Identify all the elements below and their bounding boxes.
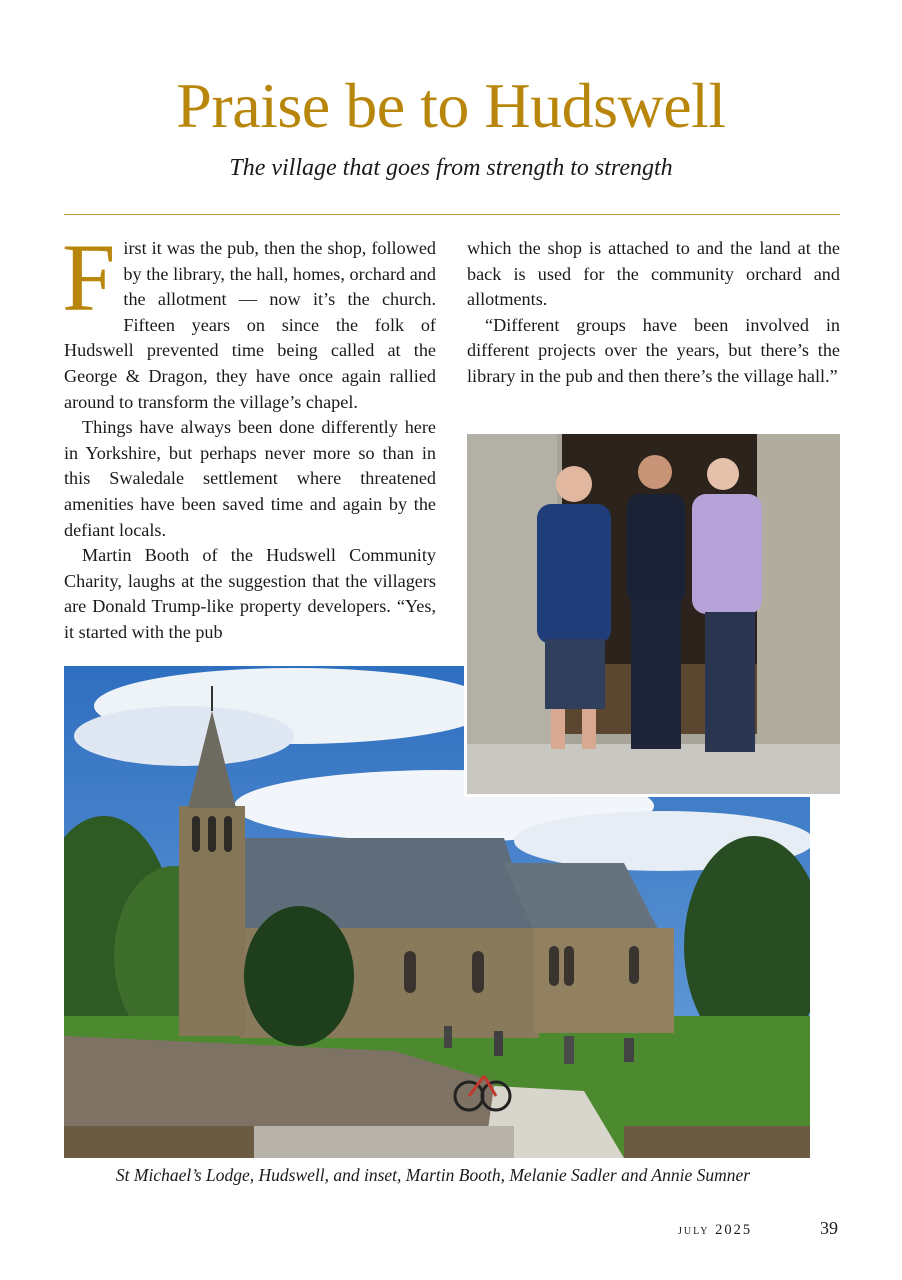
footer-date: july 2025 (678, 1222, 753, 1238)
paragraph-1-text: irst it was the pub, then the shop, followed by the library, the hall, homes, orchard and the allotment — now it’s the church. Fifteen years on since the folk of Hudswell prevented time being called at the George & Dragon, they have once again rallied around to transform the village’s chapel. (64, 238, 436, 412)
paragraph-1 (62, 224, 436, 415)
paragraph-2: Things have always been done differently here in Yorkshire, but perhaps never more so than in this Swaledale settlement where threatened amenities have been saved time and again by the defiant locals. (64, 417, 436, 540)
header-rule (64, 214, 840, 215)
page-number: 39 (820, 1218, 838, 1238)
paragraph-4: “Different groups have been involved in different projects over the years, but there’s the library in the pub and then there’s the village hall.” (467, 314, 840, 386)
photo-caption: St Michael’s Lodge, Hudswell, and inset, Martin Booth, Melanie Sadler and Annie Sumner (115, 1165, 751, 1185)
article-subtitle: The village that goes from strength to strength (229, 155, 673, 181)
inset-portrait-photo (464, 431, 842, 797)
text-column-right (467, 236, 840, 390)
paragraph-3: Martin Booth of the Hudswell Community Charity, laughs at the suggestion that the villagers are Donald Trump-like property developers. “Yes, it started with the pub (64, 545, 436, 642)
paragraph-3-continued: which the shop is attached to and the land at the back is used for the community orchard and allotments. (467, 238, 840, 310)
article-title: Praise be to Hudswell (176, 70, 726, 141)
drop-cap: F (62, 224, 116, 331)
text-column-left (62, 224, 436, 646)
